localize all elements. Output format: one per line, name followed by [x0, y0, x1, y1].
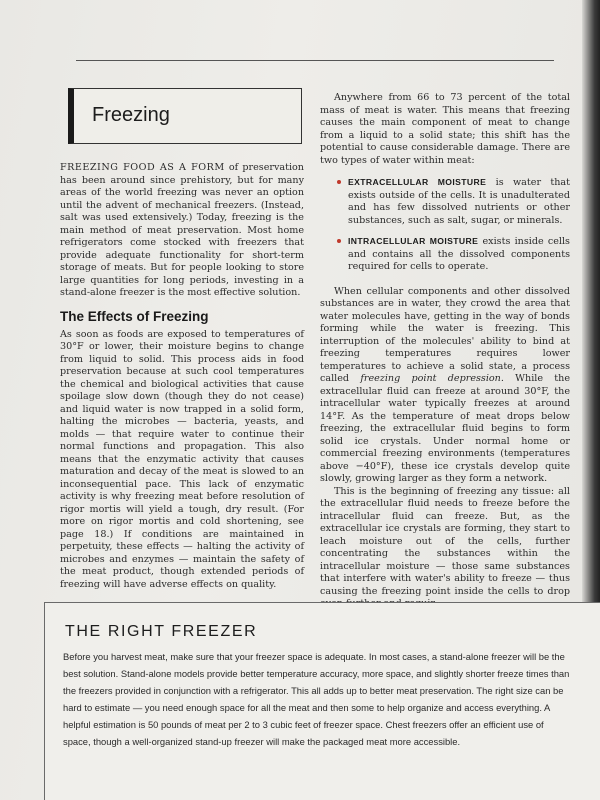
emphasized-term: freezing point depression [360, 373, 501, 384]
sidebar-heading: THE RIGHT FREEZER [65, 623, 258, 640]
bullet-icon [337, 239, 341, 243]
chapter-title: Freezing [92, 104, 170, 126]
right-column [320, 92, 570, 611]
chapter-title-box [68, 88, 302, 144]
bullet-term: EXTRACELLULAR MOISTURE [348, 177, 487, 187]
intro-text: of preservation has been around since prehistory, but for many areas of the world freezing was never an option until the advent of mechanical freezers. (Instead, salt was used extensively.) Today, freezing is the main method of meat preservation. Most home refrigerators come stocked with freezers that provide adequate functionality for short-term storage of meats. But for people looking to store large quantities for long periods, investing in a stand-alone freezer is the most effective solution. [60, 162, 304, 298]
list-item [320, 176, 570, 227]
bullet-icon [337, 180, 341, 184]
top-rule [76, 60, 554, 61]
intro-paragraph [60, 162, 304, 300]
freezing-point-paragraph [320, 286, 570, 486]
paragraph-text: When cellular components and other dissolved substances are in water, they crowd the area that water molecules have, getting in the way of bonds forming while the water is freezing. This interruption of the molecules' ability to bind at freezing temperatures requires lower temperatures to achieve a solid state, a process called [320, 285, 570, 384]
bullet-term: INTRACELLULAR MOISTURE [348, 236, 479, 246]
paragraph-text: . While the extracellular fluid can freeze at around 30°F, the intracellular water typically freezes at around 14°F. As the temperature of meat drops below freezing, the extracellular fluid begins to form solid ice crystals. Under normal home or commercial freezing environments (temperatures above −40°F), these ice crystals develop quite slowly, growing larger as they form a network. [320, 373, 570, 484]
bullet-text: is water that exists outside of the cells. It is unadulterated and has few dissolved nutrients or other substances, such as salt, sugar, or minerals. [348, 177, 570, 226]
moisture-types-list [320, 176, 570, 274]
water-mass-paragraph: Anywhere from 66 to 73 percent of the total mass of meat is water. This means that freezing causes the main component of meat to change from a liquid to a solid state; this shift has the potential to cause considerable damage. There are two types of water within meat: [320, 92, 570, 166]
section-body: As soon as foods are exposed to temperatures of 30°F or lower, their moisture begins to change from liquid to solid. This process aids in food preservation because at such cool temperatures the chemical and biological activities that cause spoilage slow down (though they do not cease) and liquid water is now trapped in a solid form, halting the microbes — bacteria, yeasts, and molds — that require water to continue their normal functions and propagation. This also means that the enzymatic activity that causes maturation and decay of the meat is slowed to an inconsequential pace. This lack of enzymatic activity is why freezing meat before resolution of rigor mortis will yield a tough, dry result. (For more on rigor mortis and cold shortening, see page 18.) If conditions are maintained in perpetuity, these effects — halting the activity of microbes and enzymes — maintain the safety of the meat product, though extended periods of freezing will have adverse effects on quality. [60, 328, 304, 590]
sidebar-box [44, 602, 600, 800]
intro-lead: FREEZING FOOD AS A FORM [60, 162, 225, 173]
list-item [320, 235, 570, 274]
bullet-text: exists inside cells and contains all the dissolved components required for cells to operate. [348, 236, 570, 272]
section-heading: The Effects of Freezing [60, 308, 209, 324]
tissue-freezing-paragraph: This is the beginning of freezing any tissue: all the extracellular fluid needs to freeze before the intracellular fluid can freeze. But, as the extracellular ice crystals are forming, they start to leach moisture out of the cells, further concentrating the substances within the intracellular moisture — those same substances that interfere with water's ability to freeze — thus causing the freezing point inside the cells to drop [320, 485, 570, 597]
left-column [60, 162, 304, 591]
sidebar-body: Before you harvest meat, make sure that your freezer space is adequate. In most cases, a stand-alone freezer will be the best solution. Stand-alone models provide better temperature accuracy, more space, and slightly shorter freeze times than the freezers provided in conjunction with a refrigerator. This all adds up to better meat preservation. The right size can be hard to estimate — you need enough space for all the meat and then some to help organize and access everything. A helpful estimation is 50 pounds of meat per 2 to 3 cubic feet of freezer space. Chest freezers offer an efficient use of space, though a well-organized stand-up freezer will make the packaged meat more accessible. [63, 651, 570, 747]
